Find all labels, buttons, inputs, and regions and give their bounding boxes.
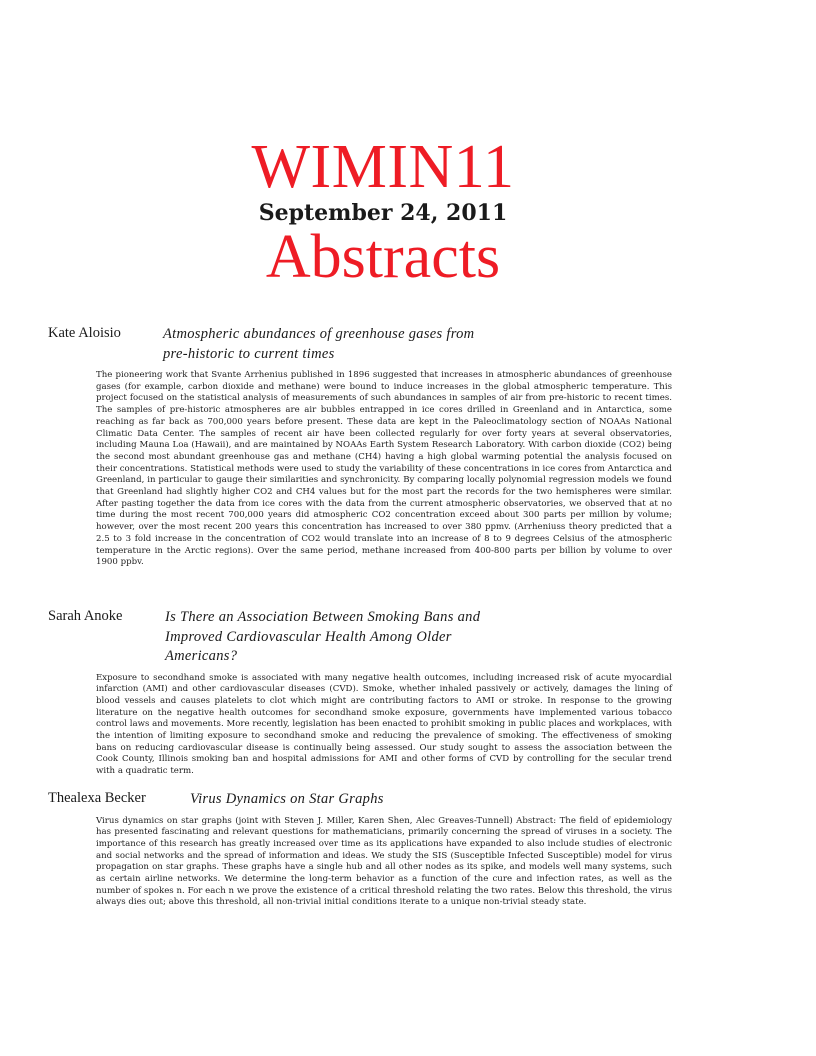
document-header: [0, 133, 766, 291]
abstract-heading: [48, 608, 672, 667]
abstract-body: Virus dynamics on star graphs (joint with Steven J. Miller, Karen Shen, Alec Greaves-Tunnell) Abstract: The field of epidemiology has presented fascinating and relevant questions for mathematicians, primarily concerning the spread of viruses in a society. The importance of this research has greatly increased over time as its applications have expanded to also include studies of electronic and social networks and the spread of information and ideas. We study the SIS (Susceptible Infected Susceptible) model for virus propagation on star graphs. These graphs have a single hub and all other nodes as its spike, and models well many systems, such as certain airline networks. We determine the long-term behavior as a function of the cure and infection rates, as well as the number of spokes n. For each n we prove the existence of a critical threshold relating the two rates. Below this threshold, the virus always dies out; above this threshold, all non-trivial initial conditions iterate to a unique non-trivial steady state.: [96, 815, 672, 908]
abstract-title: Is There an Association Between Smoking Bans and Improved Cardiovascular Health Among Older Americans?: [165, 609, 481, 664]
abstract-entry: [48, 608, 672, 778]
section-title: Abstracts: [265, 223, 501, 291]
abstract-heading: [48, 325, 672, 364]
abstract-body: Exposure to secondhand smoke is associated with many negative health outcomes, including increased risk of acute myocardial infarction (AMI) and other cardiovascular diseases (CVD). Smoke, whether inhaled passively or actively, damages the lining of blood vessels and causes platelets to clot which might are contributing factors to AMI or stroke. In response to the growing literature on the negative health outcomes for secondhand smoke exposure, governments have implemented various tobacco control laws and movements. More recently, legislation has been enacted to prohibit smoking in public places and workplaces, with the intention of limiting exposure to secondhand smoke and reducing the prevalence of smoking. The effectiveness of smoking bans on reducing cardiovascular disease is continually being assessed. Our study sought to assess the association between the Cook County, Illinois smoking ban and hospital admissions for AMI and other forms of CVD by controlling for the secular trend with a quadratic term.: [96, 672, 672, 777]
abstract-title: Virus Dynamics on Star Graphs: [190, 791, 384, 807]
author-name: Thealexa Becker: [48, 790, 146, 806]
abstract-title: Atmospheric abundances of greenhouse gases from pre-historic to current times: [163, 326, 475, 362]
abstract-body: The pioneering work that Svante Arrhenius published in 1896 suggested that increases in atmospheric abundances of greenhouse gases (for example, carbon dioxide and methane) were bound to induce increases in the global atmospheric temperature. This project focused on the statistical analysis of measurements of such abundances in samples of air from pre-historic to recent times. The samples of pre-historic atmospheres are air bubbles entrapped in ice cores drilled in Greenland and in Antarctica, some reaching as far back as 700,000 years before present. These data are kept in the Paleoclimatology section of NOAAs National Climatic Data Center. The samples of recent air have been collected regularly for over forty years at several observatories, including Mauna Loa (Hawaii), and are maintained by NOAAs Earth System Research Laboratory. With carbon dioxide (CO2) being the second most abundant greenhouse gas and methane (CH4) having a high global warming potential the analysis focused on their concentrations. Statistical methods were used to study the variability of these concentrations in ice cores from Antarctica and Greenland, in particular to gauge their similarities and synchronicity. By comparing locally polynomial regression models we found that Greenland had slightly higher CO2 and CH4 values but for the most part the records for the two hemispheres were similar. After pasting together the data from ice cores with the data from the current atmospheric observatories, we observed that at no time during the most recent 700,000 years did atmospheric CO2 concentration exceed about 300 parts per million by volume; however, over the most recent 200 years this concentration has increased to over 380 ppmv. (Arrheniuss theory predicted that a 2.5 to 3 fold increase in the concentration of CO2 would translate into an increase of 8 to 9 degrees Celsius of the atmospheric temperature in the Arctic regions). Over the same period, methane increased from 400-800 parts per billion by volume to over 1900 ppbv.: [96, 370, 672, 568]
abstract-entry: [48, 325, 672, 569]
conference-date: September 24, 2011: [258, 200, 508, 226]
conference-title: WIMIN11: [251, 133, 515, 201]
abstract-heading: [48, 790, 672, 810]
abstract-entry: [48, 790, 672, 909]
author-name: Kate Aloisio: [48, 325, 121, 341]
author-name: Sarah Anoke: [48, 608, 123, 624]
